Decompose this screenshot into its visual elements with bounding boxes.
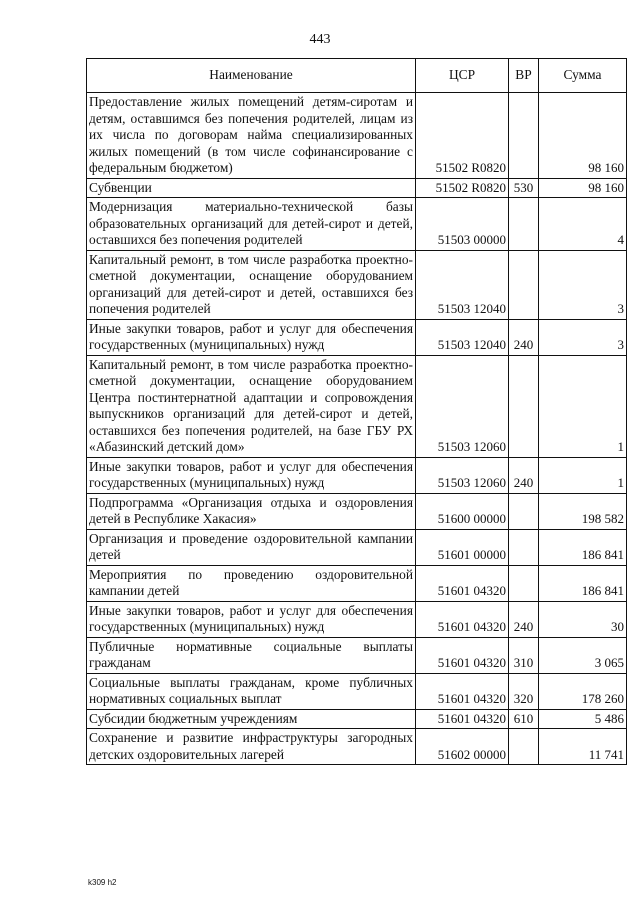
table-row xyxy=(87,93,627,179)
page-number: 443 xyxy=(309,32,331,47)
table-row xyxy=(87,178,627,198)
table-row xyxy=(87,709,627,729)
cell-sum: 4 xyxy=(539,198,627,251)
cell-vr xyxy=(509,729,539,765)
cell-name: Модернизация материально-технической базы образовательных организаций для детей-сирот и детей, оставшихся без попечения родителей xyxy=(87,198,416,251)
table-row xyxy=(87,637,627,673)
cell-csr: 51502 R0820 xyxy=(416,178,509,198)
cell-csr: 51502 R0820 xyxy=(416,93,509,179)
footer-code: k309 h2 xyxy=(88,878,117,887)
budget-table xyxy=(86,58,627,765)
table-row xyxy=(87,319,627,355)
cell-sum: 186 841 xyxy=(539,529,627,565)
cell-csr: 51601 00000 xyxy=(416,529,509,565)
table-body xyxy=(87,93,627,765)
cell-sum: 3 065 xyxy=(539,637,627,673)
cell-vr: 240 xyxy=(509,319,539,355)
cell-name: Субсидии бюджетным учреждениям xyxy=(87,709,416,729)
cell-csr: 51503 12060 xyxy=(416,355,509,457)
cell-sum: 3 xyxy=(539,319,627,355)
cell-sum: 1 xyxy=(539,355,627,457)
column-header-name: Наименование xyxy=(87,59,416,93)
cell-sum: 30 xyxy=(539,601,627,637)
cell-csr: 51601 04320 xyxy=(416,565,509,601)
cell-sum: 98 160 xyxy=(539,178,627,198)
table-row xyxy=(87,198,627,251)
cell-csr: 51601 04320 xyxy=(416,709,509,729)
table-row xyxy=(87,565,627,601)
cell-csr: 51601 04320 xyxy=(416,601,509,637)
cell-sum: 5 486 xyxy=(539,709,627,729)
table-row xyxy=(87,493,627,529)
column-header-sum: Сумма xyxy=(539,59,627,93)
cell-vr xyxy=(509,493,539,529)
cell-name: Иные закупки товаров, работ и услуг для обеспечения государственных (муниципальных) нужд xyxy=(87,601,416,637)
cell-vr: 530 xyxy=(509,178,539,198)
cell-csr: 51503 12040 xyxy=(416,250,509,319)
cell-vr: 240 xyxy=(509,457,539,493)
cell-vr xyxy=(509,250,539,319)
cell-sum: 11 741 xyxy=(539,729,627,765)
cell-name: Социальные выплаты гражданам, кроме публичных нормативных социальных выплат xyxy=(87,673,416,709)
cell-sum: 178 260 xyxy=(539,673,627,709)
cell-sum: 3 xyxy=(539,250,627,319)
cell-vr xyxy=(509,198,539,251)
cell-vr xyxy=(509,355,539,457)
cell-name: Иные закупки товаров, работ и услуг для обеспечения государственных (муниципальных) нужд xyxy=(87,319,416,355)
table-row xyxy=(87,250,627,319)
cell-name: Публичные нормативные социальные выплаты гражданам xyxy=(87,637,416,673)
table-row xyxy=(87,529,627,565)
cell-name: Капитальный ремонт, в том числе разработка проектно-сметной документации, оснащение оборудованием организаций для детей-сирот и детей, оставшихся без попечения родителей xyxy=(87,250,416,319)
cell-name: Мероприятия по проведению оздоровительной кампании детей xyxy=(87,565,416,601)
cell-name: Капитальный ремонт, в том числе разработка проектно-сметной документации, оснащение оборудованием Центра постинтернатной адаптации и сопровождения выпускников организаций для детей-сирот и детей, оставшихся без попечения родителей, на базе ГБУ РХ «Абазинский детский дом» xyxy=(87,355,416,457)
cell-sum: 198 582 xyxy=(539,493,627,529)
table-row xyxy=(87,601,627,637)
column-header-vr: ВР xyxy=(509,59,539,93)
cell-csr: 51601 04320 xyxy=(416,673,509,709)
cell-name: Субвенции xyxy=(87,178,416,198)
cell-vr xyxy=(509,565,539,601)
table-row xyxy=(87,729,627,765)
table-row xyxy=(87,457,627,493)
cell-sum: 98 160 xyxy=(539,93,627,179)
cell-name: Организация и проведение оздоровительной кампании детей xyxy=(87,529,416,565)
table-row xyxy=(87,355,627,457)
table-row xyxy=(87,673,627,709)
cell-vr: 320 xyxy=(509,673,539,709)
cell-vr: 310 xyxy=(509,637,539,673)
cell-name: Подпрограмма «Организация отдыха и оздоровления детей в Республике Хакасия» xyxy=(87,493,416,529)
cell-csr: 51600 00000 xyxy=(416,493,509,529)
cell-sum: 1 xyxy=(539,457,627,493)
column-header-csr: ЦСР xyxy=(416,59,509,93)
cell-sum: 186 841 xyxy=(539,565,627,601)
cell-vr xyxy=(509,93,539,179)
cell-vr: 610 xyxy=(509,709,539,729)
cell-name: Иные закупки товаров, работ и услуг для обеспечения государственных (муниципальных) нужд xyxy=(87,457,416,493)
cell-csr: 51503 12060 xyxy=(416,457,509,493)
cell-csr: 51503 00000 xyxy=(416,198,509,251)
cell-vr xyxy=(509,529,539,565)
cell-csr: 51602 00000 xyxy=(416,729,509,765)
table-header-row xyxy=(87,59,627,93)
cell-csr: 51601 04320 xyxy=(416,637,509,673)
cell-csr: 51503 12040 xyxy=(416,319,509,355)
cell-name: Предоставление жилых помещений детям-сиротам и детям, оставшимся без попечения родителей, лицам из их числа по договорам найма специализированных жилых помещений (в том числе софинансирование с федеральным бюджетом) xyxy=(87,93,416,179)
cell-vr: 240 xyxy=(509,601,539,637)
cell-name: Сохранение и развитие инфраструктуры загородных детских оздоровительных лагерей xyxy=(87,729,416,765)
